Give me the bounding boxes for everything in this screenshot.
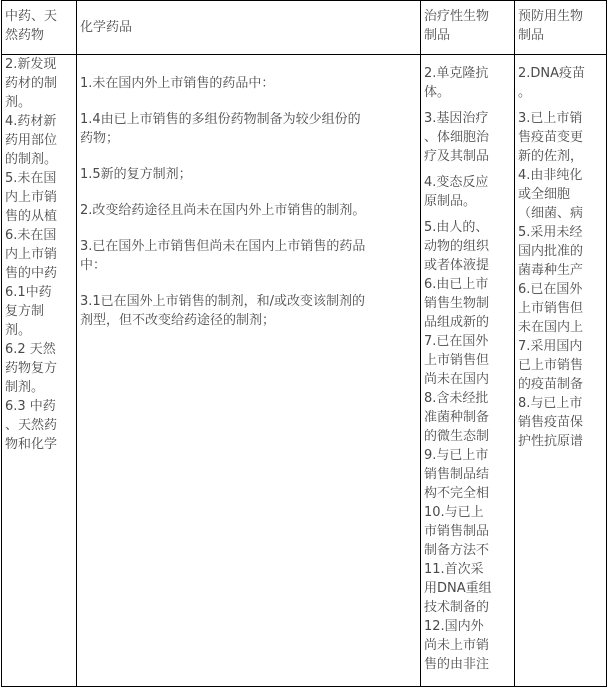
tcm-entry-line: 的制剂。 bbox=[5, 152, 58, 167]
preventive-entry-line: 上市销售但 bbox=[518, 301, 584, 316]
tcm-entry-line: 6.3 中药 bbox=[5, 399, 56, 414]
tcm-entry-line: 5.未在国 bbox=[5, 171, 57, 186]
header-row bbox=[2, 1, 607, 55]
tcm-entry-line: 药用部位 bbox=[5, 133, 58, 148]
therapeutic-entry-line: 尚未在国内 bbox=[424, 372, 490, 387]
spacer bbox=[80, 220, 418, 237]
therapeutic-entry-line: 销售制品结 bbox=[424, 467, 490, 482]
preventive-entry bbox=[518, 64, 604, 102]
therapeutic-entry-line: 2.单克隆抗 bbox=[424, 66, 489, 81]
tcm-entry-line: 售的中药 bbox=[5, 266, 58, 281]
header-tcm-line: 然药物 bbox=[5, 28, 45, 43]
therapeutic-entry-line: 构不完全相 bbox=[424, 486, 490, 501]
chemical-entry-line: 2.改变给药途径且尚未在国内外上市销售的制剂。 bbox=[80, 203, 366, 218]
preventive-entry-line: 8.与已上市 bbox=[518, 396, 583, 411]
therapeutic-entry-line: 9.与已上市 bbox=[424, 448, 489, 463]
chemical-entry-line: 剂型，但不改变给药途径的制剂； bbox=[80, 313, 276, 328]
therapeutic-entry-line: 3.基因治疗 bbox=[424, 111, 489, 126]
chemical-entry bbox=[80, 165, 418, 184]
chemical-entry-line: 1.未在国内外上市销售的药品中： bbox=[80, 76, 275, 91]
tcm-entry-line: 、天然药 bbox=[5, 418, 58, 433]
therapeutic-entry bbox=[424, 109, 512, 166]
preventive-entry-line: 售疫苗变更 bbox=[518, 130, 584, 145]
preventive-entry-line: 3.已上市销 bbox=[518, 111, 583, 126]
therapeutic-entry-line: 的微生态制 bbox=[424, 429, 490, 444]
therapeutic-entry-line: 市销售制品 bbox=[424, 524, 490, 539]
therapeutic-entry-line: 6.由已上市 bbox=[424, 277, 489, 292]
therapeutic-entry-line: 12.国内外 bbox=[424, 619, 484, 634]
header-tcm bbox=[2, 1, 77, 55]
chemical-entry-line: 1.5新的复方制剂； bbox=[80, 167, 192, 182]
therapeutic-entry-line: 4.变态反应 bbox=[424, 175, 489, 190]
therapeutic-entry-line: 技术制备的 bbox=[424, 600, 490, 615]
preventive-entry-line: 国内批准的 bbox=[518, 244, 584, 259]
tcm-entry-line: 内上市销 bbox=[5, 190, 58, 205]
preventive-entry-line: 2.DNA疫苗 bbox=[518, 66, 586, 81]
chemical-entry bbox=[80, 110, 418, 148]
chemical-cell-content bbox=[80, 55, 418, 686]
therapeutic-entry-line: 动物的组织 bbox=[424, 239, 490, 254]
tcm-entry-line: 药材的制 bbox=[5, 76, 58, 91]
header-preventive-line: 制品 bbox=[518, 28, 545, 43]
spacer bbox=[424, 166, 512, 173]
therapeutic-entry-line: 疗及其制品 bbox=[424, 149, 490, 164]
header-chemical bbox=[77, 1, 421, 55]
tcm-entry-line: 物和化学 bbox=[5, 437, 58, 452]
therapeutic-entry-line: 制备方法不 bbox=[424, 543, 490, 558]
spacer bbox=[80, 148, 418, 165]
therapeutic-entry-line: 上市销售但 bbox=[424, 353, 490, 368]
header-chemical-label: 化学药品 bbox=[80, 20, 133, 35]
therapeutic-entry-line: 体。 bbox=[424, 85, 451, 100]
therapeutic-entry bbox=[424, 173, 512, 211]
spacer bbox=[518, 102, 604, 109]
preventive-entry-line: 。 bbox=[518, 85, 532, 100]
preventive-entry-line: （细菌、病 bbox=[518, 206, 584, 221]
content-row bbox=[2, 55, 607, 687]
header-therapeutic-line: 治疗性生物 bbox=[424, 9, 490, 24]
header-preventive-bio bbox=[515, 1, 607, 55]
therapeutic-entry-line: 或者体液提 bbox=[424, 258, 490, 273]
preventive-entry-line: 6.已在国外 bbox=[518, 282, 583, 297]
therapeutic-bio-cell bbox=[421, 55, 515, 687]
therapeutic-entry-line: 原制品。 bbox=[424, 194, 477, 209]
tcm-entry-line: 药物复方 bbox=[5, 361, 58, 376]
spacer bbox=[424, 211, 512, 218]
tcm-cell-content bbox=[5, 55, 74, 667]
preventive-entry-line: 4.由非纯化 bbox=[518, 168, 583, 183]
therapeutic-cell-content bbox=[424, 55, 512, 676]
therapeutic-entry-line: 11.首次采 bbox=[424, 562, 484, 577]
header-therapeutic-line: 制品 bbox=[424, 28, 451, 43]
preventive-entry-line: 5.采用未经 bbox=[518, 225, 583, 240]
tcm-entry-line: 内上市销 bbox=[5, 247, 58, 262]
chemical-entry bbox=[80, 292, 418, 330]
therapeutic-entry bbox=[424, 218, 512, 674]
preventive-entry-line: 护性抗原谱 bbox=[518, 434, 584, 449]
preventive-entry bbox=[518, 109, 604, 451]
spacer bbox=[80, 275, 418, 292]
tcm-entry-line: 售的从植 bbox=[5, 209, 58, 224]
spacer bbox=[424, 102, 512, 109]
tcm-entry-line: 4.药材新 bbox=[5, 114, 57, 129]
tcm-entry-line: 剂。 bbox=[5, 323, 32, 338]
chemical-entry bbox=[80, 237, 418, 275]
tcm-cell bbox=[2, 55, 77, 687]
therapeutic-entry-line: 尚未上市销 bbox=[424, 638, 490, 653]
spacer bbox=[80, 93, 418, 110]
therapeutic-entry bbox=[424, 64, 512, 102]
preventive-entry-line: 销售疫苗保 bbox=[518, 415, 584, 430]
tcm-entry-line: 2.新发现 bbox=[5, 57, 57, 72]
chemical-entry-line: 药物； bbox=[80, 131, 120, 146]
chemical-entry bbox=[80, 74, 418, 93]
header-therapeutic-bio bbox=[421, 1, 515, 55]
chemical-entry-line: 中： bbox=[80, 258, 107, 273]
tcm-entry-line: 6.1中药 bbox=[5, 285, 52, 300]
preventive-entry-line: 或全细胞 bbox=[518, 187, 571, 202]
preventive-bio-cell bbox=[515, 55, 607, 687]
therapeutic-entry-line: 、体细胞治 bbox=[424, 130, 490, 145]
preventive-entry-line: 的疫苗制备 bbox=[518, 377, 584, 392]
chemical-entry-line: 3.已在国外上市销售但尚未在国内上市销售的药品 bbox=[80, 239, 366, 254]
therapeutic-entry-line: 8.含未经批 bbox=[424, 391, 489, 406]
tcm-entry-line: 剂。 bbox=[5, 95, 32, 110]
chemical-entry bbox=[80, 201, 418, 220]
therapeutic-entry-line: 5.由人的、 bbox=[424, 220, 489, 235]
therapeutic-entry-line: 售的由非注 bbox=[424, 657, 490, 672]
tcm-entry-line: 制剂。 bbox=[5, 380, 45, 395]
preventive-entry-line: 菌毒种生产 bbox=[518, 263, 584, 278]
header-preventive-line: 预防用生物 bbox=[518, 9, 584, 24]
chemical-entry-line: 1.4由已上市销售的多组份药物制备为较少组份的 bbox=[80, 112, 361, 127]
therapeutic-entry-line: 销售生物制 bbox=[424, 296, 490, 311]
tcm-entry-line: 6.2 天然 bbox=[5, 342, 56, 357]
tcm-entry-line: 6.未在国 bbox=[5, 228, 57, 243]
preventive-entry-line: 未在国内上 bbox=[518, 320, 584, 335]
header-tcm-line: 中药、天 bbox=[5, 9, 58, 24]
drug-registration-table bbox=[1, 0, 607, 687]
therapeutic-entry-line: 品组成新的 bbox=[424, 315, 490, 330]
therapeutic-entry-line: 7.已在国外 bbox=[424, 334, 489, 349]
preventive-entry-line: 已上市销售 bbox=[518, 358, 584, 373]
preventive-entry-line: 新的佐剂， bbox=[518, 149, 584, 164]
preventive-cell-content bbox=[518, 55, 604, 676]
spacer bbox=[80, 184, 418, 201]
therapeutic-entry-line: 10.与已上 bbox=[424, 505, 484, 520]
preventive-entry-line: 7.采用国内 bbox=[518, 339, 583, 354]
chemical-cell bbox=[77, 55, 421, 687]
chemical-entry-line: 3.1已在国外上市销售的制剂，和/或改变该制剂的 bbox=[80, 294, 366, 309]
tcm-entry-line: 复方制 bbox=[5, 304, 45, 319]
therapeutic-entry-line: 准菌种制备 bbox=[424, 410, 490, 425]
therapeutic-entry-line: 用DNA重组 bbox=[424, 581, 492, 596]
